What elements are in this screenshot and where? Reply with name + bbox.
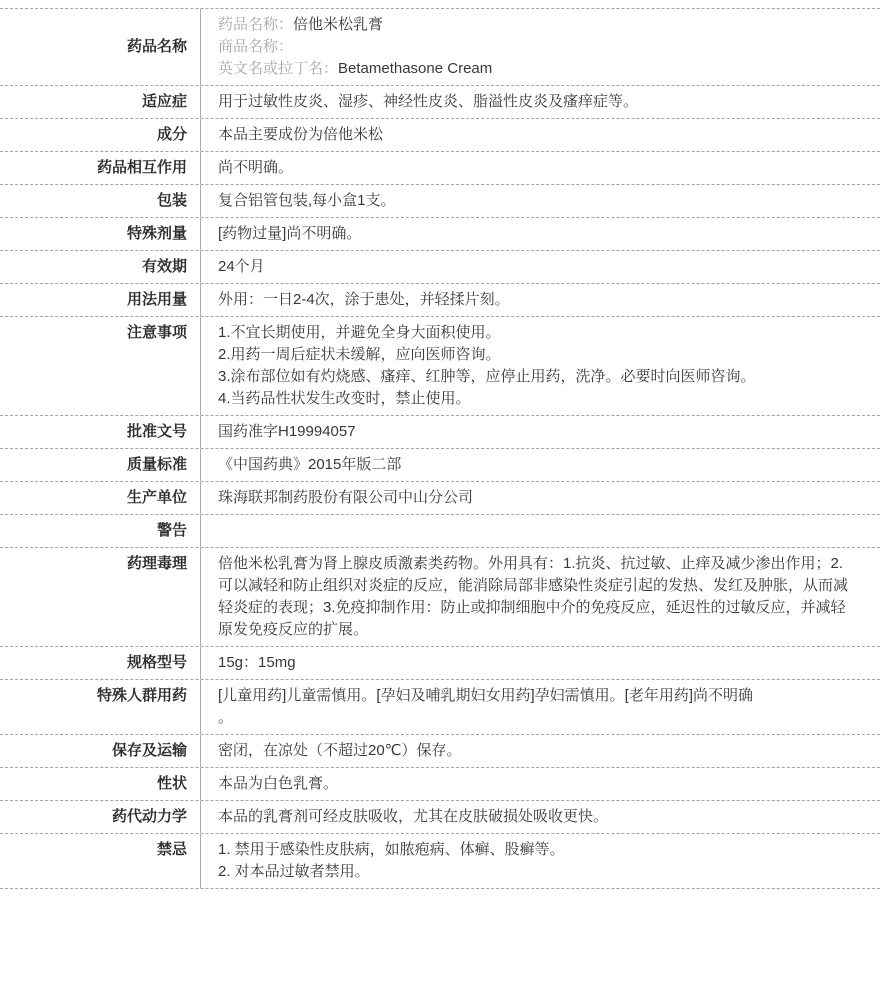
- table-row-dosage-usage: [0, 284, 880, 317]
- table-row-pharmacokinetics: [0, 801, 880, 834]
- content-line: 尚不明确。: [218, 159, 294, 176]
- content-line: 复合铝管包装,每小盒1支。: [218, 192, 396, 209]
- content-line: 珠海联邦制药股份有限公司中山分公司: [218, 489, 474, 506]
- content-line: 2.用药一周后症状未缓解，应向医师咨询。: [218, 346, 501, 363]
- row-label: 药品名称: [126, 38, 187, 55]
- content-line: 本品为白色乳膏。: [218, 775, 339, 792]
- content-line: 本品主要成份为倍他米松: [218, 126, 384, 143]
- table-row-drug-interactions: [0, 152, 880, 185]
- content-line: 24个月: [218, 258, 265, 275]
- table-row-precautions: [0, 317, 880, 416]
- content-line: [218, 14, 858, 36]
- content-line: 用于过敏性皮炎、湿疹、神经性皮炎、脂溢性皮炎及瘙痒症等。: [218, 93, 639, 110]
- table-row-contraindications: [0, 834, 880, 889]
- row-content: [200, 9, 880, 85]
- table-row-approval-number: [0, 416, 880, 449]
- table-row-special-populations: [0, 680, 880, 735]
- content-line: 密闭，在凉处（不超过20℃）保存。: [218, 742, 462, 759]
- table-row-packaging: [0, 185, 880, 218]
- row-content: [200, 482, 880, 514]
- table-row-quality-standard: [0, 449, 880, 482]
- field-value: 倍他米松乳膏: [293, 16, 384, 33]
- row-label: 有效期: [141, 258, 187, 275]
- row-label: 药理毒理: [126, 555, 187, 572]
- page: [0, 8, 880, 988]
- row-label: 生产单位: [126, 489, 187, 506]
- row-label: 性状: [156, 775, 187, 792]
- row-content: [200, 449, 880, 481]
- table-row-manufacturer: [0, 482, 880, 515]
- row-content: [200, 801, 880, 833]
- drug-info-table: [0, 8, 880, 889]
- row-content: [200, 218, 880, 250]
- content-line: 15g：15mg: [218, 654, 296, 671]
- row-content: [200, 86, 880, 118]
- content-line: 。: [218, 709, 234, 726]
- content-line: 2. 对本品过敏者禁用。: [218, 863, 370, 880]
- row-content: [200, 515, 880, 547]
- table-row-description: [0, 768, 880, 801]
- row-content: [200, 152, 880, 184]
- row-label: 适应症: [141, 93, 187, 110]
- field-key: 商品名称：: [218, 38, 294, 55]
- row-label: 成分: [156, 126, 187, 143]
- row-label: 质量标准: [126, 456, 187, 473]
- row-label: 警告: [156, 522, 187, 539]
- content-line: [药物过量]尚不明确。: [218, 225, 362, 242]
- row-label: 禁忌: [156, 841, 187, 858]
- table-row-special-dosage: [0, 218, 880, 251]
- field-value: Betamethasone Cream: [338, 60, 493, 77]
- table-row-shelf-life: [0, 251, 880, 284]
- content-line: [218, 520, 858, 542]
- content-line: 国药准字H19994057: [218, 423, 356, 440]
- row-content: [200, 185, 880, 217]
- table-row-ingredients: [0, 119, 880, 152]
- row-label: 保存及运输: [111, 742, 187, 759]
- row-content: [200, 834, 880, 888]
- row-label: 用法用量: [126, 291, 187, 308]
- row-content: [200, 119, 880, 151]
- row-label: 批准文号: [126, 423, 187, 440]
- content-line: 4.当药品性状发生改变时，禁止使用。: [218, 390, 471, 407]
- row-label: 特殊剂量: [126, 225, 187, 242]
- content-line: 3.涂布部位如有灼烧感、瘙痒、红肿等，应停止用药，洗净。必要时向医师咨询。: [218, 368, 756, 385]
- table-row-drug-name: [0, 9, 880, 86]
- row-content: [200, 647, 880, 679]
- content-line: [218, 58, 858, 80]
- row-content: [200, 548, 880, 646]
- row-content: [200, 680, 880, 734]
- row-content: [200, 284, 880, 316]
- row-label: 注意事项: [126, 324, 187, 341]
- content-line: 外用：一日2-4次，涂于患处，并轻揉片刻。: [218, 291, 510, 308]
- table-row-specification: [0, 647, 880, 680]
- content-line: 1. 禁用于感染性皮肤病，如脓疱病、体癣、股癣等。: [218, 841, 565, 858]
- row-content: [200, 251, 880, 283]
- content-line: 倍他米松乳膏为肾上腺皮质激素类药物。外用具有：1.抗炎、抗过敏、止痒及减少渗出作用；2.可以减轻和防止组织对炎症的反应，能消除局部非感染性炎症引起的发热、发红及肿胀，从而减轻炎症的表现；3.免疫抑制作用：防止或抑制细胞中介的免疫反应，延迟性的过敏反应，并减轻原发免疫反应的扩展。: [218, 555, 849, 638]
- field-key: 英文名或拉丁名：: [218, 60, 339, 77]
- content-line: 1.不宜长期使用，并避免全身大面积使用。: [218, 324, 501, 341]
- table-row-warning: [0, 515, 880, 548]
- content-line: [儿童用药]儿童需慎用。[孕妇及哺乳期妇女用药]孕妇需慎用。[老年用药]尚不明确: [218, 687, 754, 704]
- row-content: [200, 735, 880, 767]
- content-line: [218, 36, 858, 58]
- content-line: 本品的乳膏剂可经皮肤吸收，尤其在皮肤破损处吸收更快。: [218, 808, 609, 825]
- row-label: 药代动力学: [111, 808, 187, 825]
- row-label: 规格型号: [126, 654, 187, 671]
- field-key: 药品名称：: [218, 16, 294, 33]
- row-content: [200, 768, 880, 800]
- row-label: 药品相互作用: [96, 159, 187, 176]
- row-content: [200, 317, 880, 415]
- row-label: 包装: [156, 192, 187, 209]
- table-row-storage-transport: [0, 735, 880, 768]
- table-row-pharmacology-toxicology: [0, 548, 880, 647]
- row-content: [200, 416, 880, 448]
- table-row-indications: [0, 86, 880, 119]
- row-label: 特殊人群用药: [96, 687, 187, 704]
- content-line: 《中国药典》2015年版二部: [218, 456, 402, 473]
